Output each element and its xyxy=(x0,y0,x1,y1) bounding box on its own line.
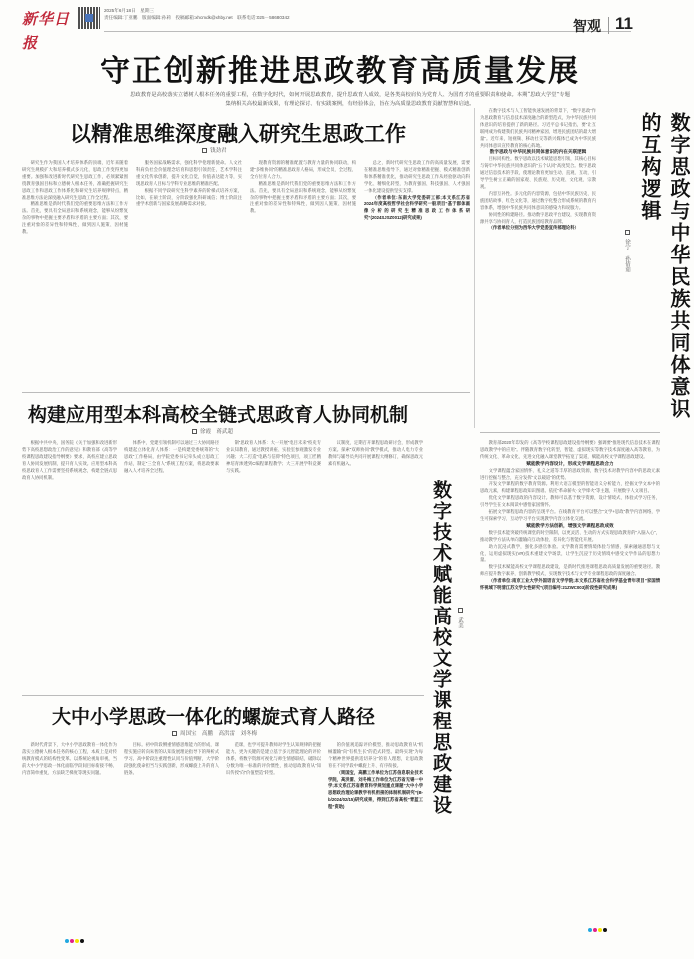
byline-box-icon xyxy=(172,731,177,736)
divider xyxy=(480,432,660,433)
byline-box-icon xyxy=(625,230,630,235)
article-1-title: 以精准思维深度融入研究生思政工作 xyxy=(70,121,406,146)
paragraph: 目标。初中阶段侧重情感思维能力的形成，课程实施应转向朱智的认知发展理论指导下的辩析式学习。高中阶段注重理性认同与价值判断，大学阶段强化使命担当与实践创新，形成螺旋上升的育人链条。 xyxy=(124,742,219,775)
byline-text: 钱劲君 xyxy=(210,148,227,154)
header-separator xyxy=(608,17,609,34)
magenta-dot xyxy=(593,928,597,932)
byline-text: 徐宁 孙倩茹 xyxy=(624,239,630,272)
article-5-byline xyxy=(456,608,464,628)
paragraph: 的价值观追踪评价模型，推动思政教育从“机械灌输”向“有机生长”的范式转型。最终实现“为每个精神世界提供适切养分”的育人理想，让思政教育在不同学段中螺旋上升、有序衔接。 xyxy=(328,742,423,768)
page-number: 11 xyxy=(615,14,633,33)
author-note: （作者单位分别为西华大学党委宣传部理论科） xyxy=(488,225,579,231)
article-3-title: 大中小学思政一体化的螺旋式育人路径 xyxy=(52,706,376,728)
subheading: 赋能教学内容设计，形成文学课程思政合力 xyxy=(526,460,614,466)
article-1-column-3 xyxy=(250,160,356,388)
article-1-column-1 xyxy=(22,160,128,388)
byline-box-icon xyxy=(192,429,197,434)
paragraph: 精准思维是新时代我们党的重要思维方法和工作方法。首先，要具有全局意识和系统观念，能够从纷繁复杂的事物中把握主要矛盾和矛盾的主要方面；其次，要注重对象的差异性和特殊性，做到因人施策、因材施教。 xyxy=(250,180,356,214)
article-3-column-2 xyxy=(124,742,219,938)
paragraph: 文学课程蕴含家国情怀、礼义之道等丰厚的思政资源，数字技术对教学内容中的思政元素进行挖掘与整合，充分发挥“文以载道”的优势。 xyxy=(480,467,660,480)
subheading: 数字思政与中华民族共同体意识的内在关联逻辑 xyxy=(489,149,587,155)
byline-box-icon xyxy=(202,148,207,153)
article-4-byline xyxy=(623,230,631,272)
yellow-dot xyxy=(598,928,602,932)
paragraph: 范课，也学可提升教师对学生认知规律的把握能力。更为关键的是建立基于多元智能理论的评价体系，将数字资源可视化与师生情感联结，破除以分数为唯一标准的评价惯性，推动思政教育从“知识传授”向“价值塑造”转型。 xyxy=(226,742,321,775)
paragraph: 根据中共中央、国务院《关于加强和改进新形势下高校思想政治工作的意见》和教育部《高等学校课程思政建设指导纲要》要求，高校应建立思政育人协同发展机制，提升育人实效。应用型本科高校思政育人工作需要坚持系统观念，构建全链式思政育人协同机制。 xyxy=(22,440,117,480)
author-note: （周国宝，高鹏工作单位为江苏信息职业技术学院，高洪雷、刘冬梅工作单位为江苏省无锡一中学;本文系江苏省教育科学规划重点课题“大中小学思想政治理论课教学有机衔接的体制机制研究”(B-b/2024/02/15)研究成果，得到江苏省高校“青蓝工程”资助) xyxy=(328,769,423,810)
divider xyxy=(22,695,424,696)
article-1-column-2 xyxy=(136,160,242,388)
article-2-title: 构建应用型本科高校全链式思政育人协同机制 xyxy=(28,404,409,426)
masthead-logo: 新华日报 xyxy=(22,10,71,52)
cyan-dot xyxy=(65,939,69,943)
date-line: 2025年6月18日 星期三 xyxy=(104,8,155,13)
magenta-dot xyxy=(70,939,74,943)
byline-box-icon xyxy=(458,608,463,613)
divider xyxy=(22,392,470,393)
color-registration-marks xyxy=(588,928,607,932)
paragraph: 优化文学课程思政的内容设计。教师可以基于数字资源，设计情境式、体验式学习任务，引导学生在文本阅读中感悟家国情怀。 xyxy=(480,495,660,508)
article-3-column-1 xyxy=(22,742,117,938)
qr-code-icon xyxy=(78,7,100,29)
paragraph: 内容互补性。多元化的内容资源，包括中华民族历史、民族团结故事、红色文化等，通过数字化整合形成系统的教育内容体系，增强中华民族共同体意识的感染力和说服力。 xyxy=(480,190,597,210)
paragraph: 精准思维是新时代我们党的重要思维方法和工作方法。首先，要具有全局意识和系统观念，能够从纷繁复杂的事物中把握主要矛盾和矛盾的主要方面；其次，要注重对象的差异性和特殊性，做到因人施策、因材施教。 xyxy=(22,201,128,235)
paragraph: 服务国家战略需求，强化科学伦理新使命。人文社科肩负社会价值理念培育和思想引领责任，艺术学科注重文化传承创新，提升文化自觉，价值表达能力等，实现思政育人目标与学科专业思维的精准匹配。 xyxy=(136,160,242,186)
byline-text: 周国宝 高鹏 高洪雷 刘冬梅 xyxy=(180,731,258,737)
article-2-column-4 xyxy=(328,440,423,690)
yellow-dot xyxy=(75,939,79,943)
article-2-column-2 xyxy=(124,440,219,690)
author-note: （作者单位:东南大学党委研工部;本文系江苏省2024年度高校哲学社会科学研究一般项目“基于群体画像分析的研究生精准思政工作体系研究”(2024SJSZ0012)研究成果) xyxy=(364,194,470,221)
feature-intro: 思政教育是高校落实立德树人根本任务的重要工程，在数字化时代，如何开展思政教育，提升思政育人成效，是各类高校肩负为党育人、为国育才的重要职责和使命。本期“思政大学堂”专题集纳相关高校最新成果，有理论探讨、有实践案例，有经验体会，旨在为高质量思政教育贡献智慧和启迪。 xyxy=(130,92,570,107)
article-2-column-3 xyxy=(226,440,321,690)
paragraph: 数字技术赋能高校文学课程思政建设，是新时代推进课程思政高质量发展的重要途径。教师应提升数字素养，创新教学模式，实现数字技术与文学专业课程思政的深度融合。 xyxy=(480,564,660,577)
article-5-body xyxy=(480,440,660,925)
author-note: （作者单位:南京工业大学外国语言文学学院;本文系江苏省社会科学基金青年项目“家国情怀视域下明清江苏文学女性研究”(项目编号:21ZWC003)阶段性研究成果) xyxy=(480,578,660,591)
cyan-dot xyxy=(588,928,592,932)
article-4-title: 数字思政与中华民族共同体意识的互构逻辑 xyxy=(638,112,691,420)
article-4-body xyxy=(480,108,596,428)
article-2-column-1 xyxy=(22,440,117,690)
editor-line: 责任编辑:丁亚鹏 版面编辑:孙莉 投稿邮箱:xhcmdk@xhby.net 联系电话:025－58680342 xyxy=(104,15,290,20)
paragraph: 研究生作为我国人才培养体系的顶端，近年来随着研究生规模扩大和培养模式多元化，思政工作变得更加重要。加强和改进新时代研究生思政工作，必须紧紧围绕教育强国目标和立德树人根本任务，准确把握研究生思政工作和思政工作体系化和研究生培养规律特点，精准思维方法论深度融入研究生思政工作全过程。 xyxy=(22,160,128,200)
paragraph: 助力沉浸式教学，强化多感官体验。文学教育需要情境体验与情感，探索融通思想与文化，运用虚拟现实(VR)技术重建文学场景，让学生沉浸于历史情境中感受文学作品的思想力量。 xyxy=(480,543,660,563)
page-title: 守正创新推进思政教育高质量发展 xyxy=(100,54,580,89)
paragraph: 开发文学课程的数字教育资源。利用大语言模型的智能语义分析能力，挖掘文学文本中的思政元素，构建课程思政知识图谱。依托“革命薪火·文学烽火”等主题，开展数字人文项目。 xyxy=(480,481,660,494)
article-1-byline xyxy=(202,146,227,154)
article-3-column-3 xyxy=(226,742,321,938)
article-3-column-4 xyxy=(328,742,423,938)
paragraph: 教育部2020年印发的《高等学校课程思政建设指导纲要》强调要“推进现代信息技术在课程思政教学中的应用”。伴随教育数字化转型，智能、虚拟现实等数字技术深度融入高等教育，为传统文化、革命文化、先进文化融入课堂教学拓宽了渠道，赋能高校文学课程思政建设。 xyxy=(480,440,660,459)
paragraph: 根据不同学段研究生科学素养的阶梯式培养方案，比如，在硕士阶段，分阶段强化科研诚信；博士阶段注重学术创新与国家发展战略需求对接。 xyxy=(136,187,242,207)
paragraph: 体系中，党建引领机制可以通过三大协同路径构建起立体化育人体系：一是构建党委统筹的“大思政”工作格局，由学院党委书记牵头成立思政工作站，制定“三全育人”系统工程方案，将思政要素融入人才培养全过程。 xyxy=(124,440,219,473)
color-registration-marks xyxy=(65,939,84,943)
black-dot xyxy=(80,939,84,943)
paragraph: 协同性的构建路径。推动数字思政平台建设，实现教育资源共享与协同育人，打造民族团结教育品牌。 xyxy=(480,211,597,224)
article-1-column-4 xyxy=(364,160,470,388)
header-rule xyxy=(104,31,631,32)
paragraph: 目标同构性。数字思政以技术赋能思想引领，其核心目标与铸牢中华民族共同体意识的“五个认同”高度契合。数字思政通过信息技术的手段，使理论教育更加生动、直观、互动，引导学生树立正确的国家观、民族观、历史观、文化观、宗教观。 xyxy=(480,156,597,189)
section-name: 智观 xyxy=(573,19,601,35)
paragraph: 新时代背景下，大中小学思政教育一体化作为落实立德树人根本任务的核心工程，本质上是对传统教育模式的结构性变革。以系统论视角审视，当前大中小学思政一体化面临学段间目标衔接不畅、内容简单重复、方法缺乏梯度等现实问题。 xyxy=(22,742,117,775)
article-3-byline xyxy=(172,729,257,737)
subheading: 赋能教学方法创新，增强文学课程思政成效 xyxy=(526,522,614,528)
column-divider xyxy=(474,108,475,428)
article-2-byline xyxy=(192,427,233,435)
paragraph: 拓展文学课程思政内容的呈现平台。在线教育平台可以整合“文学+思政”教学内容网络，学生可探索学习、互动学习平台实现教学内容立体化交流。 xyxy=(480,509,660,521)
paragraph: 在数字技术与人工智能快速发展的背景下，“数字思政”作为思政教育与信息技术深度融合的新型范式，为中华民族共同体意识的培育提供了新的路径。习近平总书记指出，要“让互联网成为构建我们民族共同精神家园、增进民族团结的最大增量”。近年来，短视频、移动社交等新兴媒体已成为中华民族共同体意识宣传教育的核心阵地。 xyxy=(480,108,597,148)
header-info xyxy=(104,7,290,21)
byline-text: 徐霞 蒋武超 xyxy=(200,429,234,435)
paragraph: 制“思政育人体系：大一开展“电目未来”校史专业认知教育，通过教授讲座、实验室参观激发专业兴趣；大二打造“电路与信仰”特色项目，项工匠精神培育渗透到C编程课程教学；大三开展学科竞赛与实践。 xyxy=(226,440,321,473)
paragraph: 议制度，定期召开课程思政研讨会，形成教学方案。探索“双师协同”教学模式，推动人电力专业教师与辅导员共同开展课程大纲修订，确保思政元素有机融入。 xyxy=(328,440,423,466)
paragraph: 数字技术能突破传统课堂的时空限制，以更灵活、生动的方式实现思政教育的“入脑入心”，推动教学方法从单向灌输向互动体验、差异化与智能化开展。 xyxy=(480,529,660,542)
article-5-title: 数字技术赋能高校文学课程思政建设 xyxy=(430,480,452,816)
paragraph: 现教育资源的精准配置与教育力量的协同联动，构建“多维协同”的精准思政育人格局，形成全员、全过程、全方位育人合力。 xyxy=(250,160,356,179)
paragraph: 总之，新时代研究生思政工作的高质量发展，需要在精准思维指导下，通过对象精准把握、模式精准创新和体系精准优化，推动研究生思政工作从经验驱动向科学化、精细化转型，为教育强国、科技强国、人才强国一体化建设提供坚实支撑。 xyxy=(364,160,470,193)
byline-text: 武美 xyxy=(457,617,463,628)
black-dot xyxy=(603,928,607,932)
